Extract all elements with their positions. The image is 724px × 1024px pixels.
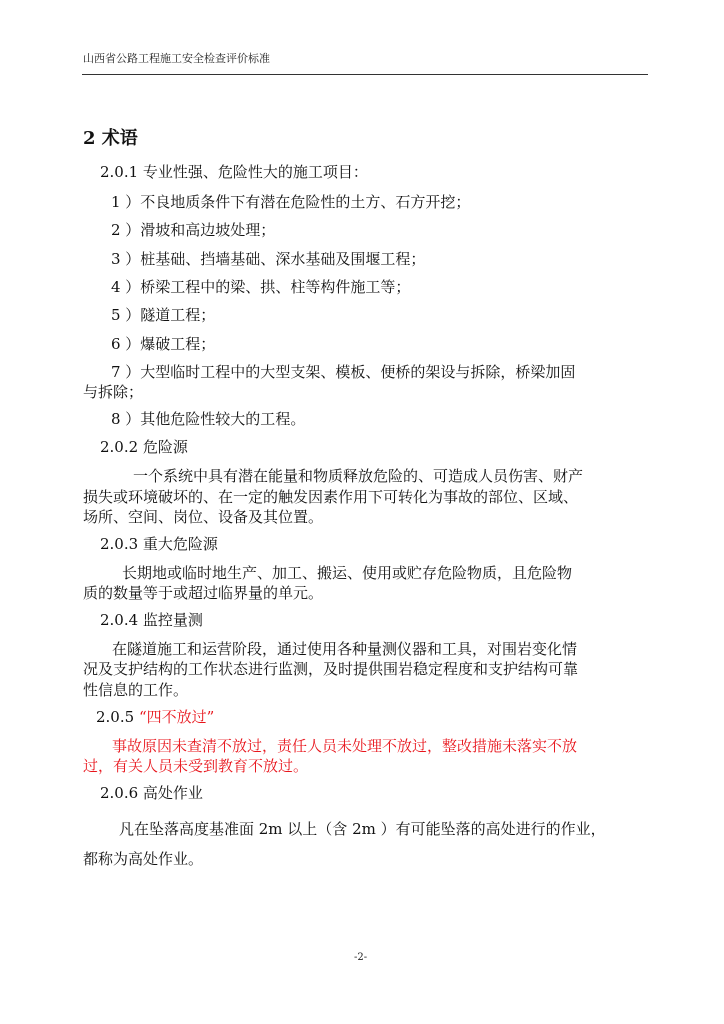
clause-2-0-5-text: 过，有关人员未受到教育不放过。 — [83, 757, 309, 775]
clause-2-0-6: 2.0.6 高处作业 — [100, 784, 203, 802]
list-item-8: 8 ）其他危险性较大的工程。 — [111, 410, 306, 428]
list-item-3: 3 ）桩基础、挡墙基础、深水基础及围堰工程； — [111, 250, 426, 268]
clause-2-0-2: 2.0.2 危险源 — [100, 438, 188, 456]
list-item-7: 7 ）大型临时工程中的大型支架、模板、便桥的架设与拆除，桥梁加固 — [111, 363, 576, 381]
clause-2-0-4-text: 况及支护结构的工作状态进行监测，及时提供围岩稳定程度和支护结构可靠 — [83, 660, 579, 678]
list-item-6: 6 ）爆破工程； — [111, 335, 216, 353]
clause-2-0-2-text: 一个系统中具有潜在能量和物质释放危险的、可造成人员伤害、财产 — [133, 467, 584, 485]
clause-2-0-6-text: 凡在坠落高度基准面 2m 以上（含 2m ）有可能坠落的高处进行的作业， — [119, 820, 606, 838]
clause-2-0-5-text: 事故原因未查清不放过，责任人员未处理不放过，整改措施未落实不放 — [112, 737, 578, 755]
clause-2-0-1: 2.0.1 专业性强、危险性大的施工项目： — [100, 163, 368, 181]
clause-2-0-4-text: 在隧道施工和运营阶段，通过使用各种量测仪器和工具，对围岩变化情 — [112, 640, 578, 658]
clause-2-0-2-text: 损失或环境破坏的、在一定的触发因素作用下可转化为事故的部位、区域、 — [83, 488, 579, 506]
clause-2-0-6-text: 都称为高处作业。 — [83, 850, 204, 868]
list-item-5: 5 ）隧道工程； — [111, 306, 216, 324]
clause-number: 2.0.5 — [96, 708, 139, 726]
clause-2-0-3-text: 长期地或临时地生产、加工、搬运、使用或贮存危险物质，且危险物 — [122, 564, 573, 582]
list-item-7-cont: 与拆除； — [83, 383, 144, 401]
list-item-2: 2 ）滑坡和高边坡处理； — [111, 221, 276, 239]
clause-2-0-3: 2.0.3 重大危险源 — [100, 535, 218, 553]
clause-2-0-4: 2.0.4 监控量测 — [100, 611, 203, 629]
clause-title: “四不放过” — [138, 708, 215, 726]
clause-2-0-3-text: 质的数量等于或超过临界量的单元。 — [83, 584, 324, 602]
clause-2-0-5 — [96, 706, 214, 727]
clause-2-0-4-text: 性信息的工作。 — [83, 681, 189, 699]
list-item-1: 1 ）不良地质条件下有潜在危险性的土方、石方开挖； — [111, 193, 471, 211]
clause-2-0-2-text: 场所、空间、岗位、设备及其位置。 — [83, 508, 324, 526]
page-number: -2- — [354, 952, 368, 963]
running-header: 山西省公路工程施工安全检查评价标准 — [83, 52, 270, 65]
list-item-4: 4 ）桥梁工程中的梁、拱、柱等构件施工等； — [111, 278, 411, 296]
header-rule — [82, 74, 648, 75]
section-title: 2 术语 — [83, 128, 138, 149]
